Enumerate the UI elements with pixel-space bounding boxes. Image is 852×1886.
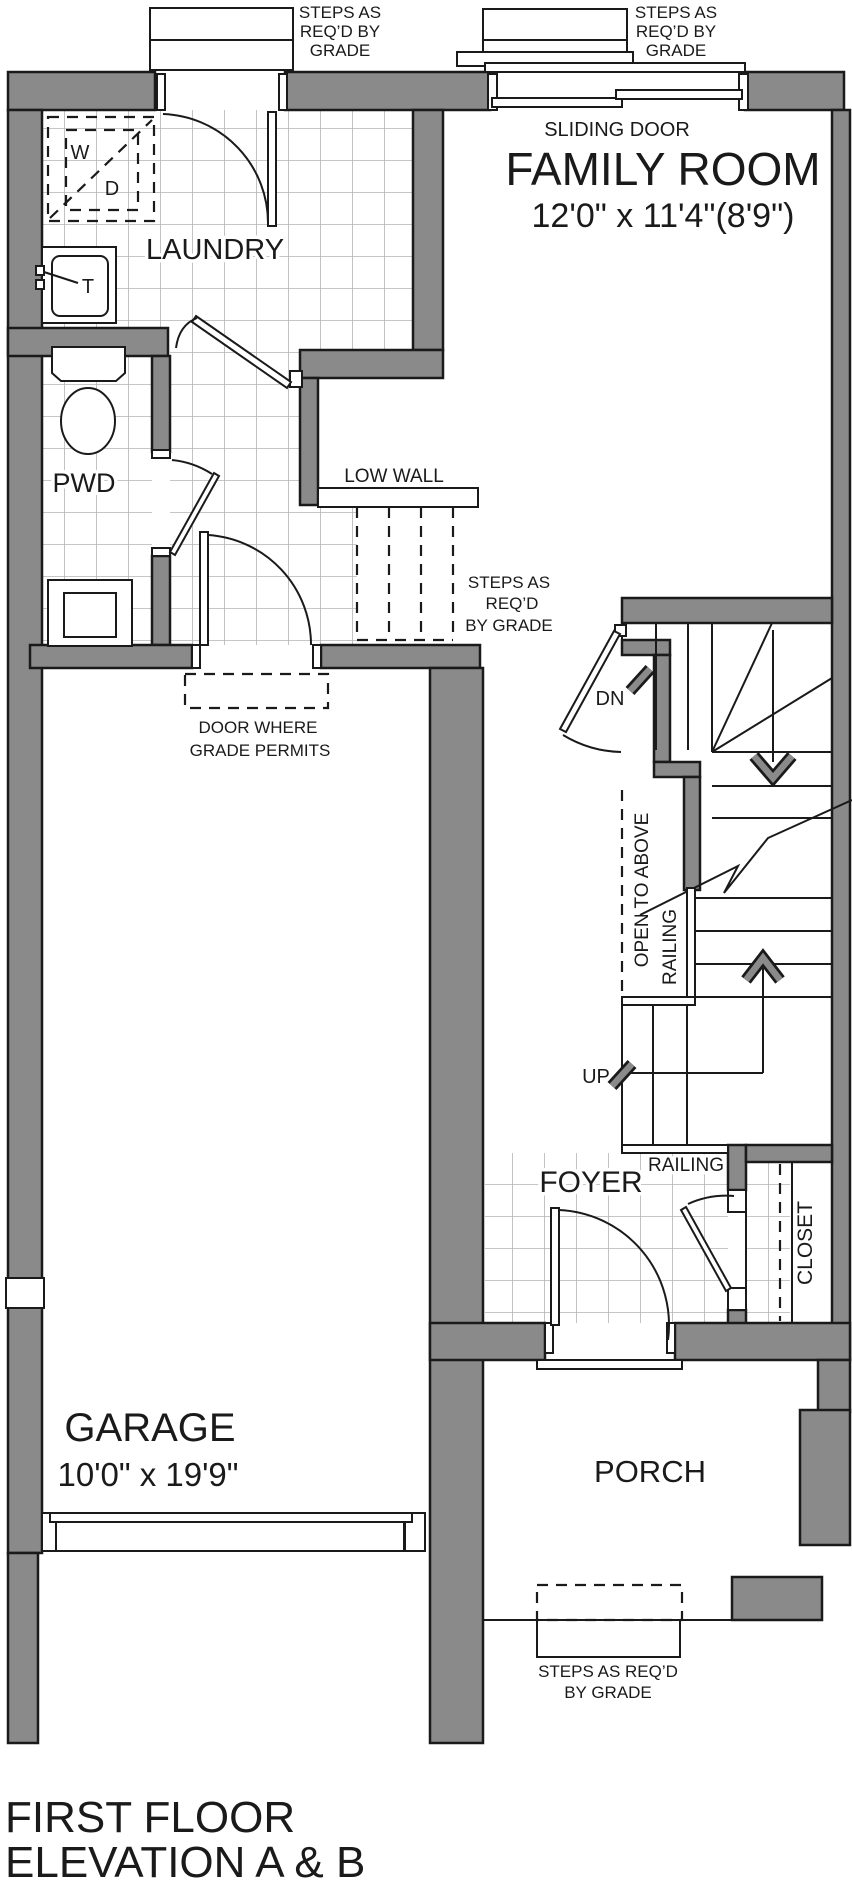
svg-text:REQ’D: REQ’D [485,594,539,613]
top-wall-mid [285,72,490,110]
garage-door-panel [56,1522,404,1551]
door-leaf [268,112,276,226]
garage-wall-break [6,1278,44,1308]
front-wall-right-of-door [675,1323,850,1360]
svg-text:GRADE PERMITS: GRADE PERMITS [189,741,331,760]
door-jamb [279,74,287,110]
garage-east-porch-west-wall [430,668,483,1743]
garage-north-wall-right [321,645,480,668]
up-label: UP [582,1066,610,1088]
title-line-2: ELEVATION A & B [5,1838,366,1886]
closet-tile-floor [746,1162,790,1323]
garage-door [42,1513,425,1551]
foyer-railing [622,1145,728,1153]
door-where-grade-label: DOOR WHERE [198,718,318,737]
stair-void-wall-d [684,777,700,890]
laundry-south-jog-wall [300,350,443,378]
family-room-label: FAMILY ROOM [505,143,821,195]
svg-text:REQ’D BY: REQ’D BY [299,22,381,41]
steps-note-top-right: STEPS AS [634,3,718,22]
open-to-above-label: OPEN TO ABOVE [632,812,653,968]
sliding-door-panel-left [492,98,622,107]
sliding-door-panel-right [616,90,742,99]
garage-north-wall-left [30,645,192,668]
sliding-door-label: SLIDING DOOR [544,119,690,141]
exterior-steps-top-right [457,9,633,66]
door-jamb [728,1288,746,1310]
laundry-label: LAUNDRY [145,234,285,266]
closet-north-wall [746,1145,832,1162]
svg-text:GRADE: GRADE [645,41,707,60]
porch-steps-solid [537,1620,680,1657]
hall-east-wall [300,378,318,505]
door-jamb [290,371,302,387]
garage-label: GARAGE [64,1406,236,1450]
right-exterior-wall [832,110,850,1360]
driveway-left-wall [8,1553,38,1743]
door-jamb [152,450,170,458]
stair-railing-south [622,997,695,1005]
railing-foyer-label: RAILING [647,1155,725,1176]
door-leaf [560,631,620,732]
front-wall-left-of-door [430,1323,545,1360]
porch-steps [483,1585,732,1657]
porch-right-wall-lower [800,1410,850,1545]
stair-railing-east [687,888,695,1005]
low-wall [318,488,478,507]
door-jamb [313,645,321,668]
garage-dims: 10'0" x 19'9" [57,1456,239,1493]
hall-tile-floor [170,352,318,645]
toilet-tank [52,347,125,381]
sliding-door-track [485,63,745,72]
top-wall-left [8,72,155,110]
stair-void-wall-a [622,640,670,655]
pwd-sink [48,580,132,646]
door-jamb [728,1190,746,1212]
front-stoop-edge [537,1360,682,1369]
svg-text:BY GRADE: BY GRADE [465,616,553,635]
closet-label: CLOSET [794,1200,817,1286]
foyer-closet-north-wall-stub [728,1145,746,1190]
door-jamb [152,548,170,556]
title-line-1: FIRST FLOOR [5,1793,296,1842]
door-where-grade-dashed-box [185,674,328,708]
svg-text:GRADE: GRADE [309,41,371,60]
low-wall-label: LOW WALL [344,466,444,487]
steps-dashed [357,507,453,640]
svg-text:REQ’D BY: REQ’D BY [635,22,717,41]
foyer-label: FOYER [539,1166,643,1199]
sheet-title [5,1793,365,1886]
steps-note-top-left: STEPS AS [298,3,382,22]
stair-void-wall-c [654,762,700,777]
porch-pillar [732,1577,822,1620]
washer-label: W [70,142,90,164]
porch-right-wall-upper [818,1360,850,1412]
exterior-steps-top-left [150,8,293,70]
door-leaf [551,1208,559,1325]
family-room-dims: 12'0" x 11'4"(8'9") [531,197,795,235]
door-jamb [157,74,165,110]
dn-label: DN [595,688,625,710]
pwd-east-wall-upper [152,356,170,452]
door-leaf [200,532,208,645]
steps-note-mid: STEPS AS [467,573,551,592]
left-exterior-wall [8,110,42,1553]
pwd-east-wall-lower [152,556,170,645]
door-jamb [192,645,200,668]
up-start-tick [612,1064,632,1086]
dryer-label: D [104,178,120,200]
family-room-south-wall [622,598,832,623]
door-jamb [545,1323,553,1353]
laundry-tub [36,247,116,323]
faucet-icon [36,266,44,275]
tub-label: T [81,276,95,298]
laundry-east-wall [413,110,443,350]
top-wall-right [745,72,844,110]
toilet-bowl [61,388,115,454]
railing-stair-label: RAILING [660,908,681,986]
porch-label: PORCH [594,1454,706,1489]
svg-text:BY GRADE: BY GRADE [564,1683,652,1702]
door-swing-arc [563,735,621,752]
sliding-patio-door [485,63,748,110]
steps-note-porch: STEPS AS REQ’D [538,1662,678,1681]
faucet-icon [36,280,44,289]
dn-start-tick [630,669,650,691]
pwd-label: PWD [52,468,116,498]
porch-steps-dashed [537,1585,682,1620]
garage-door-track [50,1513,412,1522]
